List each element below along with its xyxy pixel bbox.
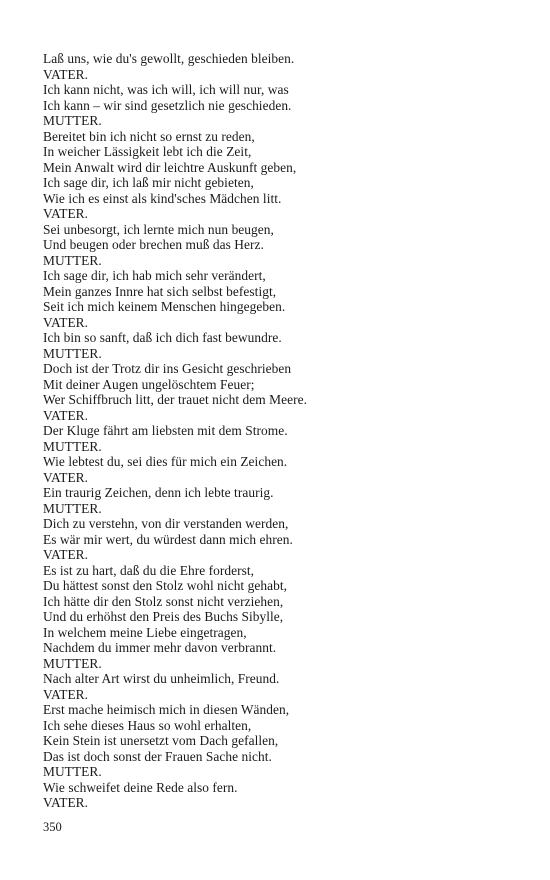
text-line: Erst mache heimisch mich in diesen Wänden, [43,702,290,717]
text-line: Wie lebtest du, sei dies für mich ein Zeichen. [43,454,288,469]
text-line: VATER. [43,547,89,562]
text-line: VATER. [43,206,89,221]
text-line: Dich zu verstehn, von dir verstanden werden, [43,516,289,531]
text-line: Wie ich es einst als kind'sches Mädchen litt. [43,190,282,206]
text-line: Ich sehe dieses Haus so wohl erhalten, [43,717,252,733]
text-line: VATER. [43,407,89,423]
page-number: 350 [43,820,62,834]
text-line: MUTTER. [43,345,102,361]
text-line: Und du erhöhst den Preis des Buchs Sibylle, [43,609,284,624]
text-line: Seit ich mich keinem Menschen hingegeben. [43,299,286,314]
text-line: Laß uns, wie du's gewollt, geschieden bleiben. [43,51,295,66]
text-line: Ein traurig Zeichen, denn ich lebte traurig. [43,485,274,500]
text-line: VATER. [43,795,89,810]
text-line: Nachdem du immer mehr davon verbrannt. [43,640,277,655]
text-line: Ich kann – wir sind gesetzlich nie geschieden. [43,97,292,113]
text-line: Du hättest sonst den Stolz wohl nicht gehabt, [43,578,287,593]
text-line: VATER. [43,66,89,82]
text-line: Ich sage dir, ich laß mir nicht gebieten, [43,175,254,190]
text-line: Mein Anwalt wird dir leichtre Auskunft geben, [43,159,297,175]
text-line: MUTTER. [43,113,102,128]
text-line: Das ist doch sonst der Frauen Sache nicht. [43,748,272,764]
text-line: Ich kann nicht, was ich will, ich will nur, was [43,82,289,97]
text-line: Der Kluge fährt am liebsten mit dem Strome. [43,423,288,438]
text-line: Mit deiner Augen ungelöschtem Feuer; [43,376,255,392]
text-line: VATER. [43,314,89,330]
text-line: Ich sage dir, ich hab mich sehr verändert, [43,268,266,283]
text-line: In welchem meine Liebe eingetragen, [43,624,247,640]
text-line: MUTTER. [43,655,102,671]
text-line: MUTTER. [43,764,102,779]
text-line: Es ist zu hart, daß du die Ehre forderst, [43,562,255,578]
text-line: MUTTER. [43,438,102,454]
text-line: Sei unbesorgt, ich lernte mich nun beugen, [43,221,274,237]
text-line: In weicher Lässigkeit lebt ich die Zeit, [43,144,252,159]
text-line: Bereitet bin ich nicht so ernst zu reden, [43,128,255,144]
text-line: Wer Schiffbruch litt, der trauet nicht dem Meere. [43,392,308,407]
dialogue-text [43,51,513,811]
text-line: Kein Stein ist unersetzt vom Dach gefallen, [43,733,279,748]
text-line: Es wär mir wert, du würdest dann mich ehren. [43,531,293,547]
text-line: MUTTER. [43,500,102,516]
text-line: Mein ganzes Innre hat sich selbst befestigt, [43,283,277,299]
text-line: VATER. [43,469,89,485]
text-line: Doch ist der Trotz dir ins Gesicht geschrieben [43,361,292,376]
text-line: Nach alter Art wirst du unheimlich, Freund. [43,671,280,686]
text-line: Und beugen oder brechen muß das Herz. [43,237,264,252]
text-line: Ich hätte dir den Stolz sonst nicht verziehen, [43,593,284,609]
text-line: Wie schweifet deine Rede also fern. [43,779,238,795]
text-line: VATER. [43,686,89,702]
text-line: MUTTER. [43,252,102,268]
text-line: Ich bin so sanft, daß ich dich fast bewundre. [43,330,282,345]
